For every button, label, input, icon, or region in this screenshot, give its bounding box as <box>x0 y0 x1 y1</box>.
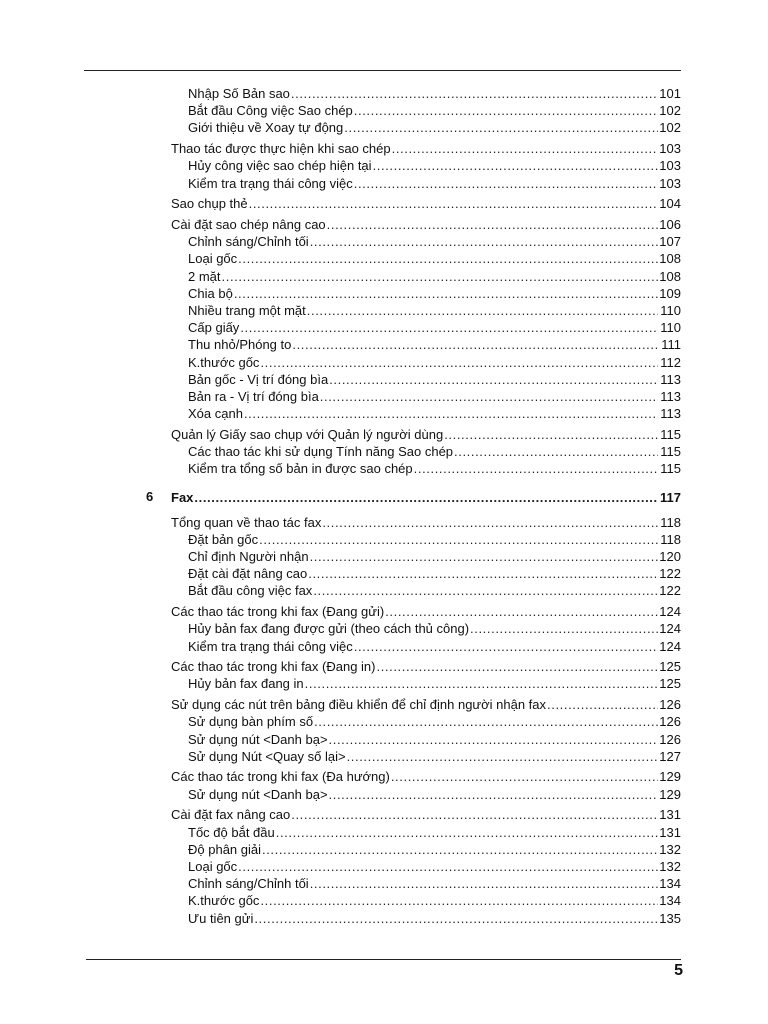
dot-leader <box>327 217 658 232</box>
toc-subsection-entry[interactable] <box>188 387 681 404</box>
toc-entry-title: Đặt cài đặt nâng cao <box>188 566 308 582</box>
dot-leader <box>291 86 658 101</box>
toc-entry-page: 125 <box>659 676 681 692</box>
dot-leader <box>240 320 658 335</box>
toc-entry-title: Thu nhỏ/Phóng to <box>188 337 292 353</box>
dot-leader <box>254 911 658 926</box>
dot-leader <box>259 532 658 547</box>
toc-section-entry[interactable] <box>171 425 681 442</box>
toc-entry-page: 126 <box>659 731 681 747</box>
toc-entry-title: Ưu tiên gửi <box>188 910 254 926</box>
dot-leader <box>329 372 658 387</box>
dot-leader <box>322 515 658 530</box>
toc-entry-title: Chỉnh sáng/Chỉnh tối <box>188 234 309 250</box>
toc-subsection-entry[interactable] <box>188 404 681 421</box>
toc-entry-page: 109 <box>659 285 681 301</box>
toc-section-entry[interactable] <box>171 215 681 232</box>
toc-entry-page: 102 <box>659 103 681 119</box>
toc-entry-page: 126 <box>659 714 681 730</box>
toc-subsection-entry[interactable] <box>188 318 681 335</box>
toc-entry-page: 117 <box>660 489 681 505</box>
toc-chapter-entry[interactable] <box>171 488 681 505</box>
dot-leader <box>314 714 658 729</box>
toc-subsection-entry[interactable] <box>188 249 681 266</box>
toc-section-entry[interactable] <box>171 657 681 674</box>
toc-entry-title: Chỉ định Người nhận <box>188 549 309 564</box>
bottom-rule <box>86 959 681 960</box>
dot-leader <box>347 749 658 764</box>
toc-subsection-entry[interactable] <box>188 840 681 857</box>
dot-leader <box>291 807 658 822</box>
dot-leader <box>344 120 658 135</box>
toc-entry-page: 110 <box>660 320 681 336</box>
toc-entry-page: 131 <box>659 824 681 840</box>
toc-entry-page: 110 <box>660 302 681 318</box>
toc-subsection-entry[interactable] <box>188 637 681 654</box>
toc-entry-title: Các thao tác trong khi fax (Đang in) <box>171 659 376 675</box>
dot-leader <box>392 141 658 156</box>
dot-leader <box>373 158 658 173</box>
toc-subsection-entry[interactable] <box>188 874 681 891</box>
toc-entry-title: Hủy bản fax đang được gửi (theo cách thủ công) <box>188 621 470 637</box>
toc-entry-title: Cài đặt sao chép nâng cao <box>171 216 326 232</box>
page-number: 5 <box>674 962 683 979</box>
top-rule <box>84 70 681 71</box>
toc-entry-title: Nhập Số Bản sao <box>188 86 290 101</box>
toc-entry-page: 122 <box>659 566 681 582</box>
toc-entry-title: Thao tác được thực hiện khi sao chép <box>171 141 391 157</box>
toc-entry-title: Kiểm tra trạng thái công việc <box>188 175 353 191</box>
toc-entry-page: 111 <box>661 337 681 353</box>
dot-leader <box>310 876 658 891</box>
toc-entry-title: Sử dụng các nút trên bảng điều khiển để chỉ định người nhận fax <box>171 697 547 713</box>
toc-entry-title: Chia bộ <box>188 285 233 301</box>
dot-leader <box>292 337 658 352</box>
dot-leader <box>354 103 658 118</box>
toc-entry-title: Loại gốc <box>188 251 238 267</box>
toc-subsection-entry[interactable] <box>188 174 681 191</box>
toc-subsection-entry[interactable] <box>188 84 681 101</box>
toc-subsection-entry[interactable] <box>188 353 681 370</box>
toc-section-entry[interactable] <box>171 805 681 822</box>
dot-leader <box>391 769 658 784</box>
toc-entry-page: 129 <box>659 786 681 802</box>
toc-entry-title: Kiểm tra trạng thái công việc <box>188 638 353 654</box>
toc-subsection-entry[interactable] <box>188 335 681 352</box>
toc-entry-page: 108 <box>659 268 681 284</box>
toc-subsection-entry[interactable] <box>188 267 681 284</box>
toc-entry-title: Các thao tác trong khi fax (Đang gửi) <box>171 604 385 620</box>
toc-entry-page: 108 <box>659 251 681 267</box>
toc-entry-title: Loại gốc <box>188 858 238 874</box>
toc-entry-title: Hủy bản fax đang in <box>188 676 304 692</box>
toc-subsection-entry[interactable] <box>188 459 681 476</box>
toc-entry-page: 122 <box>659 583 681 599</box>
toc-entry-page: 102 <box>659 120 681 136</box>
toc-entry-page: 115 <box>660 444 681 459</box>
toc-entry-page: 135 <box>659 910 681 926</box>
toc-subsection-entry[interactable] <box>188 747 681 764</box>
toc-entry-page: 112 <box>660 354 681 370</box>
toc-subsection-entry[interactable] <box>188 547 681 564</box>
dot-leader <box>329 732 658 747</box>
toc-subsection-entry[interactable] <box>188 530 681 547</box>
toc-entry-title: Các thao tác trong khi fax (Đa hướng) <box>171 769 390 785</box>
toc-section-entry[interactable] <box>171 602 681 619</box>
dot-leader <box>310 549 658 564</box>
dot-leader <box>320 389 658 404</box>
toc-entry-title: Quản lý Giấy sao chụp với Quản lý người dùng <box>171 426 444 442</box>
toc-entry-title: Tốc độ bắt đầu <box>188 824 275 840</box>
dot-leader <box>313 583 658 598</box>
toc-subsection-entry[interactable] <box>188 619 681 636</box>
toc-subsection-entry[interactable] <box>188 785 681 802</box>
toc-entry-title: Kiểm tra tổng số bản in được sao chép <box>188 461 413 477</box>
toc-section-entry[interactable] <box>171 139 681 156</box>
toc-section-entry[interactable] <box>171 767 681 784</box>
toc-entry-page: 115 <box>660 426 681 442</box>
toc-entry-page: 103 <box>659 141 681 157</box>
toc-entry-title: Các thao tác khi sử dụng Tính năng Sao chép <box>188 444 454 459</box>
toc-entry-title: Sử dụng nút <Danh bạ> <box>188 786 328 802</box>
dot-leader <box>260 893 658 908</box>
toc-entry-title: Nhiều trang một mặt <box>188 302 306 318</box>
dot-leader <box>238 859 658 874</box>
toc-subsection-entry[interactable] <box>188 442 681 459</box>
toc-subsection-entry[interactable] <box>188 156 681 173</box>
toc-subsection-entry[interactable] <box>188 581 681 598</box>
toc-subsection-entry[interactable] <box>188 101 681 118</box>
toc-entry-page: 118 <box>660 514 681 530</box>
dot-leader <box>354 176 658 191</box>
dot-leader <box>454 444 658 459</box>
toc-subsection-entry[interactable] <box>188 823 681 840</box>
chapter-number: 6 <box>146 488 154 504</box>
dot-leader <box>249 196 658 211</box>
toc-section-entry[interactable] <box>171 513 681 530</box>
toc-entry-title: Bắt đầu công việc fax <box>188 583 313 599</box>
toc-entry-page: 131 <box>659 807 681 823</box>
toc-entry-title: Tổng quan về thao tác fax <box>171 514 322 530</box>
dot-leader <box>354 639 658 654</box>
toc-entry-page: 132 <box>659 858 681 874</box>
toc-entry-title: Cấp giấy <box>188 320 240 336</box>
toc-entry-title: Bắt đầu Công việc Sao chép <box>188 103 353 119</box>
toc-entry-page: 120 <box>659 549 681 564</box>
dot-leader <box>305 676 658 691</box>
toc-entry-page: 104 <box>659 196 681 212</box>
toc-entry-page: 113 <box>660 371 681 387</box>
toc-entry-title: K.thước gốc <box>188 893 260 909</box>
toc-entry-title: K.thước gốc <box>188 354 260 370</box>
toc-entry-page: 118 <box>660 531 681 547</box>
toc-subsection-entry[interactable] <box>188 564 681 581</box>
toc-entry-page: 124 <box>659 604 681 620</box>
toc-entry-page: 113 <box>660 388 681 404</box>
toc-subsection-entry[interactable] <box>188 712 681 729</box>
toc-entry-page: 134 <box>659 893 681 909</box>
dot-leader <box>310 234 658 249</box>
dot-leader <box>308 566 658 581</box>
toc-subsection-entry[interactable] <box>188 857 681 874</box>
toc-entry-page: 124 <box>659 621 681 637</box>
dot-leader <box>238 251 658 266</box>
toc-entry-title: Sử dụng nút <Danh bạ> <box>188 731 328 747</box>
toc-section-entry[interactable] <box>171 194 681 211</box>
toc-entry-page: 132 <box>659 841 681 857</box>
toc-entry-page: 126 <box>659 697 681 713</box>
toc-subsection-entry[interactable] <box>188 891 681 908</box>
toc-entry-page: 106 <box>659 216 681 232</box>
dot-leader <box>444 427 658 442</box>
dot-leader <box>194 490 658 505</box>
toc-subsection-entry[interactable] <box>188 730 681 747</box>
dot-leader <box>244 406 658 421</box>
dot-leader <box>470 621 658 636</box>
toc-entry-page: 115 <box>660 461 681 477</box>
dot-leader <box>262 842 658 857</box>
toc-entry-title: Cài đặt fax nâng cao <box>171 807 291 823</box>
toc-entry-page: 124 <box>659 638 681 654</box>
toc-entry-title: Sử dụng bàn phím số <box>188 714 314 730</box>
toc-subsection-entry[interactable] <box>188 284 681 301</box>
toc-entry-page: 103 <box>659 158 681 174</box>
toc-entry-title: 2 mặt <box>188 268 221 284</box>
toc-section-entry[interactable] <box>171 695 681 712</box>
toc-entry-title: Bản ra - Vị trí đóng bìa <box>188 388 319 404</box>
dot-leader <box>222 269 658 284</box>
toc-subsection-entry[interactable] <box>188 909 681 926</box>
dot-leader <box>414 461 658 476</box>
toc-entry-title: Đặt bản gốc <box>188 531 259 547</box>
toc-entry-title: Sử dụng Nút <Quay số lại> <box>188 748 346 764</box>
toc-entry-title: Giới thiệu về Xoay tự động <box>188 120 344 136</box>
dot-leader <box>307 303 658 318</box>
toc-entry-page: 113 <box>660 406 681 422</box>
toc-subsection-entry[interactable] <box>188 674 681 691</box>
toc-entry-page: 103 <box>659 175 681 191</box>
toc-subsection-entry[interactable] <box>188 118 681 135</box>
toc-entry-title: Xóa cạnh <box>188 406 243 422</box>
toc-entry-title: Hủy công việc sao chép hiện tại <box>188 158 372 174</box>
dot-leader <box>276 825 658 840</box>
toc-entry-title: Độ phân giải <box>188 841 261 857</box>
dot-leader <box>260 355 658 370</box>
dot-leader <box>329 787 658 802</box>
toc-entry-title: Fax <box>171 489 194 505</box>
toc-entry-title: Chỉnh sáng/Chỉnh tối <box>188 876 309 892</box>
toc-entry-page: 101 <box>659 86 681 101</box>
dot-leader <box>234 286 658 301</box>
toc-entry-page: 127 <box>659 748 681 764</box>
toc-subsection-entry[interactable] <box>188 370 681 387</box>
toc-entry-page: 134 <box>659 876 681 892</box>
toc-subsection-entry[interactable] <box>188 301 681 318</box>
dot-leader <box>547 697 658 712</box>
toc-entry-title: Bản gốc - Vị trí đóng bìa <box>188 371 329 387</box>
toc-entry-page: 125 <box>659 659 681 675</box>
toc-entry-page: 129 <box>659 769 681 785</box>
dot-leader <box>385 604 658 619</box>
toc-subsection-entry[interactable] <box>188 232 681 249</box>
toc-entry-title: Sao chụp thẻ <box>171 196 248 212</box>
toc-entry-page: 107 <box>659 234 681 250</box>
dot-leader <box>377 659 659 674</box>
